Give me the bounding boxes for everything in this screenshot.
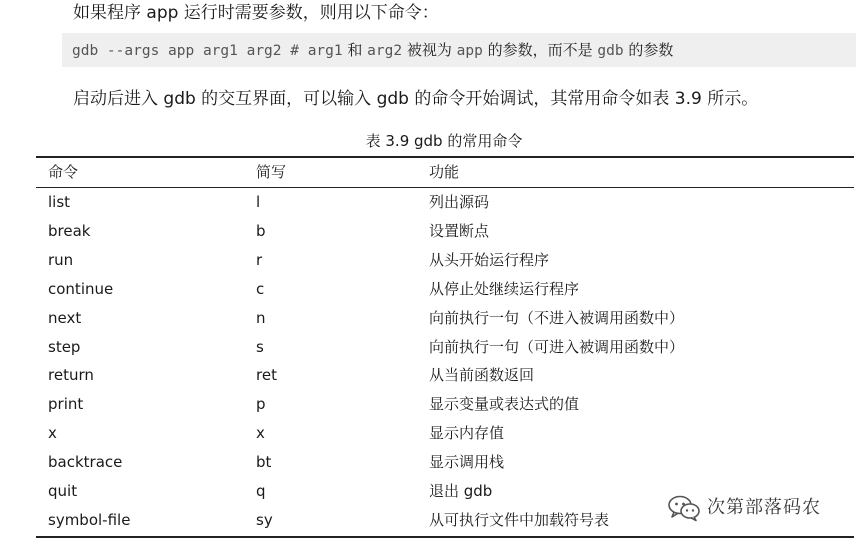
table-row (0, 421, 860, 445)
table-row (0, 248, 860, 272)
row-function: 显示调用栈 (429, 453, 505, 472)
header-short: 简写 (256, 163, 287, 181)
row-function: 设置断点 (429, 221, 490, 240)
row-command: print (48, 395, 84, 414)
row-command: list (48, 193, 71, 211)
row-command: run (48, 250, 74, 269)
code-and: 和 (342, 41, 368, 59)
row-short: b (256, 221, 266, 240)
row-command: continue (48, 279, 114, 298)
table-caption (0, 131, 860, 151)
code-block (62, 33, 856, 67)
description-paragraph: 启动后进入 gdb 的交互界面，可以输入 gdb 的命令开始调试，其常用命令如表 3.9 所示。 (73, 89, 759, 109)
code-treated-as: 被视为 (402, 41, 457, 59)
row-function: 向前执行一句（不进入被调用函数中） (429, 308, 685, 327)
table-row (0, 306, 860, 330)
table-row (0, 190, 860, 214)
wechat-icon (667, 494, 701, 522)
table-row (0, 219, 860, 243)
row-short: s (256, 337, 264, 356)
watermark-text: 次第部落码农 (707, 497, 821, 518)
table-row (0, 277, 860, 301)
header-command: 命令 (48, 163, 79, 181)
table-header (0, 160, 860, 184)
row-short: q (256, 482, 266, 500)
row-function: 从停止处继续运行程序 (429, 279, 580, 298)
row-command: backtrace (48, 453, 123, 472)
row-command: next (48, 308, 82, 327)
row-function: 退出 gdb (429, 482, 493, 500)
row-short: bt (256, 453, 272, 472)
code-params2: 的参数 (623, 41, 674, 59)
row-function: 从头开始运行程序 (429, 250, 550, 269)
row-function: 列出源码 (429, 193, 490, 211)
row-command: break (48, 221, 91, 240)
row-short: l (256, 193, 261, 211)
row-function: 从可执行文件中加载符号表 (429, 510, 610, 529)
table-caption-text: 表 3.9 gdb 的常用命令 (365, 132, 523, 150)
table-header-rule (36, 187, 854, 188)
row-short: ret (256, 366, 277, 385)
table-top-rule (36, 156, 854, 158)
code-app: app (456, 43, 483, 59)
row-command: quit (48, 482, 78, 500)
row-function: 显示内存值 (429, 424, 505, 443)
row-command: x (48, 424, 57, 443)
row-short: r (256, 250, 263, 269)
intro-text: 如果程序 app 运行时需要参数，则用以下命令： (73, 3, 439, 23)
row-short: n (256, 308, 266, 327)
header-function: 功能 (429, 163, 460, 181)
row-function: 显示变量或表达式的值 (429, 395, 580, 414)
code-arg2: arg2 (367, 43, 403, 59)
row-function: 向前执行一句（可进入被调用函数中） (429, 337, 685, 356)
row-short: p (256, 395, 266, 414)
row-short: x (256, 424, 265, 443)
row-command: return (48, 366, 94, 385)
table-row (0, 392, 860, 416)
row-command: symbol-file (48, 510, 131, 529)
row-function: 从当前函数返回 (429, 366, 535, 385)
code-gdb: gdb (597, 43, 624, 59)
table-row (0, 450, 860, 474)
row-short: sy (256, 510, 273, 529)
code-command: gdb --args app arg1 arg2 # arg1 (72, 43, 343, 59)
row-short: c (256, 279, 265, 298)
row-command: step (48, 337, 81, 356)
table-row (0, 363, 860, 387)
code-params1: 的参数，而不是 (482, 41, 598, 59)
table-bottom-rule (36, 536, 854, 538)
table-row (0, 335, 860, 359)
code-line (72, 40, 673, 61)
